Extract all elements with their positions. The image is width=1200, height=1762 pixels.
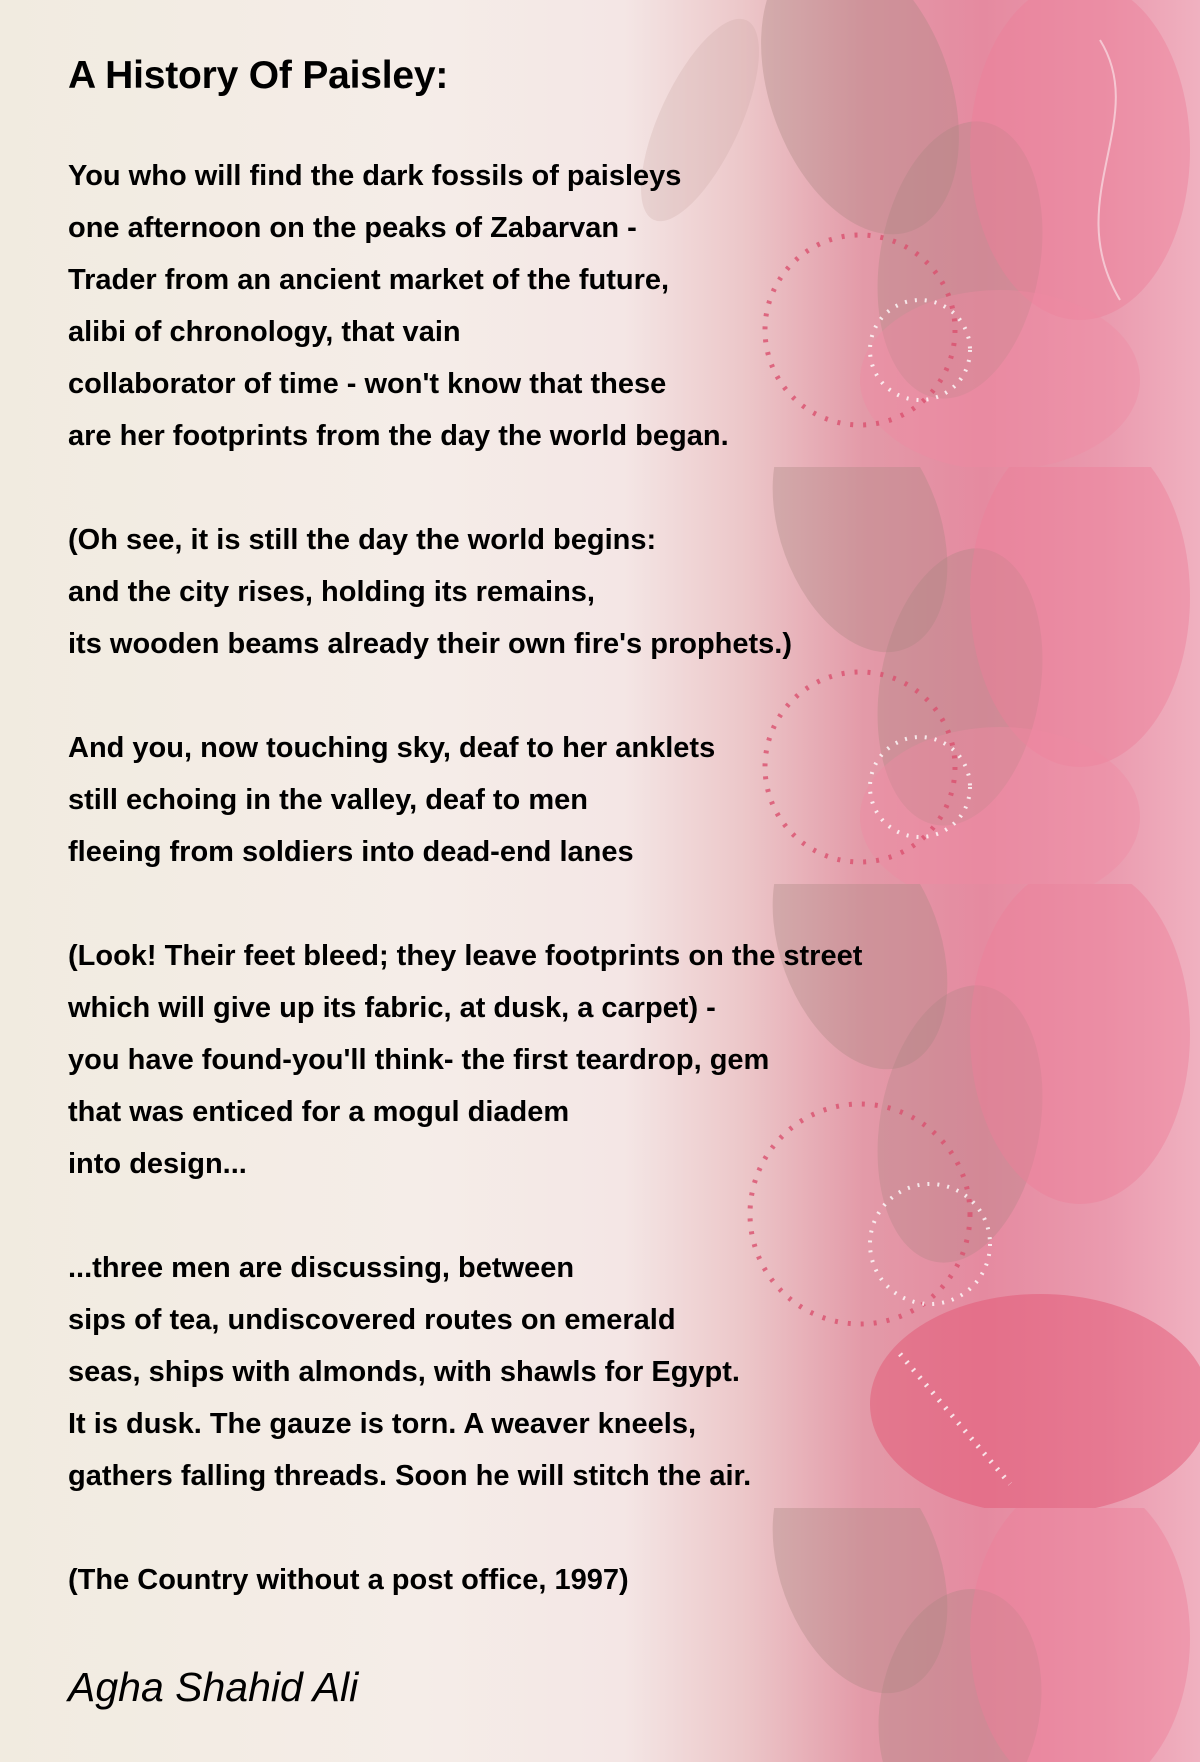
poem-line: You who will find the dark fossils of paisleys — [68, 160, 682, 192]
poem-line: into design... — [68, 1148, 247, 1180]
poem-line: still echoing in the valley, deaf to men — [68, 784, 588, 816]
poem-source: (The Country without a post office, 1997) — [68, 1564, 629, 1596]
poem-line: (Oh see, it is still the day the world begins: — [68, 524, 657, 556]
poem-line: seas, ships with almonds, with shawls for Egypt. — [68, 1356, 740, 1388]
poem-line: ...three men are discussing, between — [68, 1252, 575, 1284]
poem-line: which will give up its fabric, at dusk, a carpet) - — [68, 992, 716, 1024]
poem-title: A History Of Paisley: — [68, 54, 449, 97]
poem-line: that was enticed for a mogul diadem — [68, 1096, 570, 1128]
poem-line: and the city rises, holding its remains, — [68, 576, 595, 608]
poem-line: alibi of chronology, that vain — [68, 316, 461, 348]
poem-line: Trader from an ancient market of the future, — [68, 264, 670, 296]
poem-line: collaborator of time - won't know that these — [68, 368, 667, 400]
poem-author: Agha Shahid Ali — [68, 1664, 359, 1710]
poem-line: you have found-you'll think- the first teardrop, gem — [68, 1044, 770, 1076]
poem-line: its wooden beams already their own fire's prophets.) — [68, 628, 792, 660]
poem-line: sips of tea, undiscovered routes on emerald — [68, 1304, 676, 1336]
poem-line: fleeing from soldiers into dead-end lanes — [68, 836, 634, 868]
poem-line: one afternoon on the peaks of Zabarvan - — [68, 212, 637, 244]
poem-line: It is dusk. The gauze is torn. A weaver kneels, — [68, 1408, 697, 1440]
poem-line: are her footprints from the day the world began. — [68, 420, 729, 452]
poem-line: gathers falling threads. Soon he will stitch the air. — [68, 1460, 752, 1492]
poem-line: And you, now touching sky, deaf to her anklets — [68, 732, 716, 764]
poem-line: (Look! Their feet bleed; they leave footprints on the street — [68, 940, 863, 972]
